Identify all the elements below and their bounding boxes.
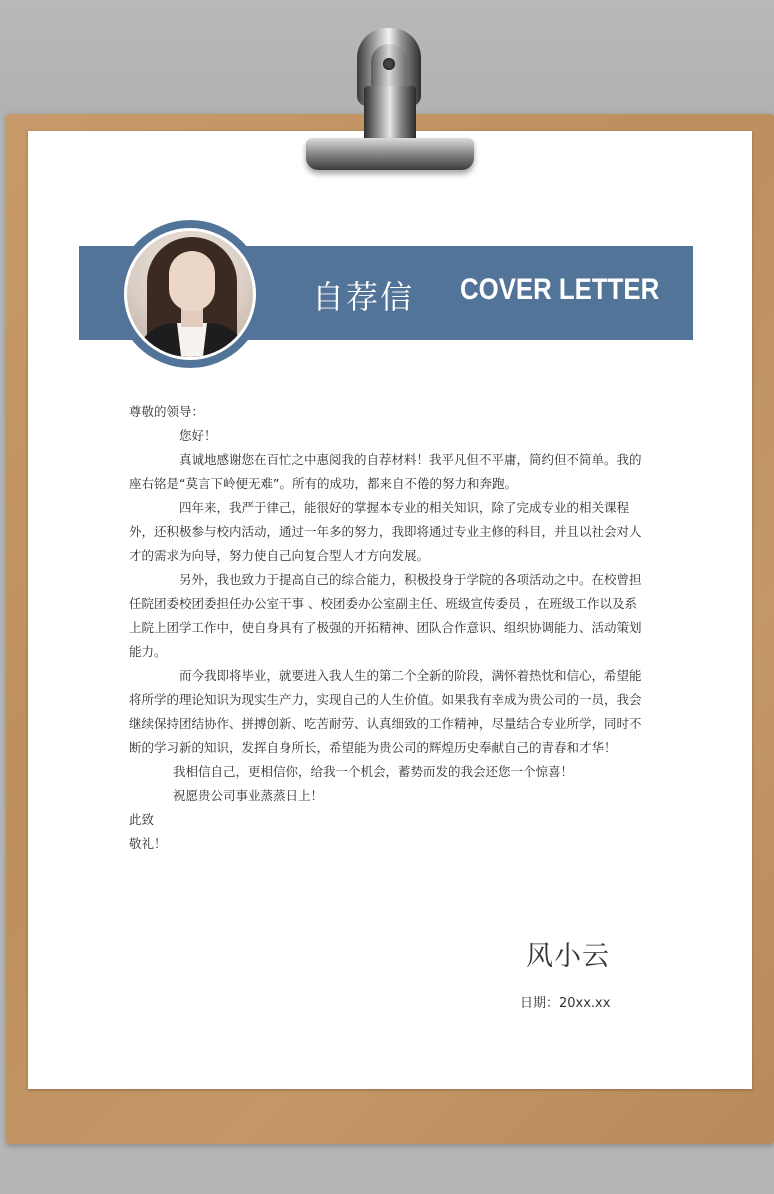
binder-clip-bolt [383,58,395,70]
title-chinese: 自荐信 [312,278,415,316]
avatar-blouse [177,323,207,360]
salutation: 尊敬的领导： [129,404,205,419]
paragraph-1: 真诚地感谢您在百忙之中惠阅我的自荐材料！我平凡但不平庸，简约但不简单。我的座右铭是“莫言下岭便无难”。所有的成功，都来自不倦的努力和奔跑。 [129,452,642,491]
sign-off-2: 敬礼！ [129,836,167,851]
paragraph-4: 而今我即将毕业，就要进入我人生的第二个全新的阶段，满怀着热忱和信心，希望能将所学的理论知识为现实生产力，实现自己的人生价值。如果我有幸成为贵公司的一员，我会继续保持团结协作、拼搏创新、吃苦耐劳、认真细致的工作精神，尽量结合专业所学，同时不断的学习新的知识，发挥自身所长，希望能为贵公司的辉煌历史奉献自己的青春和才华！ [129,668,642,755]
title-english: COVER LETTER [460,273,660,306]
signature-date: 日期：20xx.xx [520,996,611,1011]
sign-off-1: 此致 [129,812,155,827]
paragraph-3: 另外，我也致力于提高自己的综合能力，积极投身于学院的各项活动之中。在校曾担任院团委校团委担任办公室干事 、校团委办公室副主任、班级宣传委员 ，在班级工作以及系上院上团学工作中，使自身具有了极强的开拓精神、团队合作意识、组织协调能力、活动策划能力。 [129,572,642,659]
letter-body [129,400,644,856]
binder-clip-base [306,138,474,170]
binder-clip-body [364,86,416,142]
paragraph-2: 四年来，我严于律己，能很好的掌握本专业的相关知识，除了完成专业的相关课程外，还积极参与校内活动，通过一年多的努力，我即将通过专业主修的科目，并且以社会对人才的需求为向导，努力使自己向复合型人才方向发展。 [129,500,642,563]
closing-line-2: 祝愿贵公司事业蒸蒸日上！ [173,788,324,803]
greeting: 您好！ [179,428,217,443]
signature-name: 风小云 [526,941,610,972]
closing-line-1: 我相信自己，更相信你，给我一个机会，蓄势而发的我会还您一个惊喜！ [173,764,574,779]
avatar [124,228,256,360]
avatar-face [169,251,215,311]
